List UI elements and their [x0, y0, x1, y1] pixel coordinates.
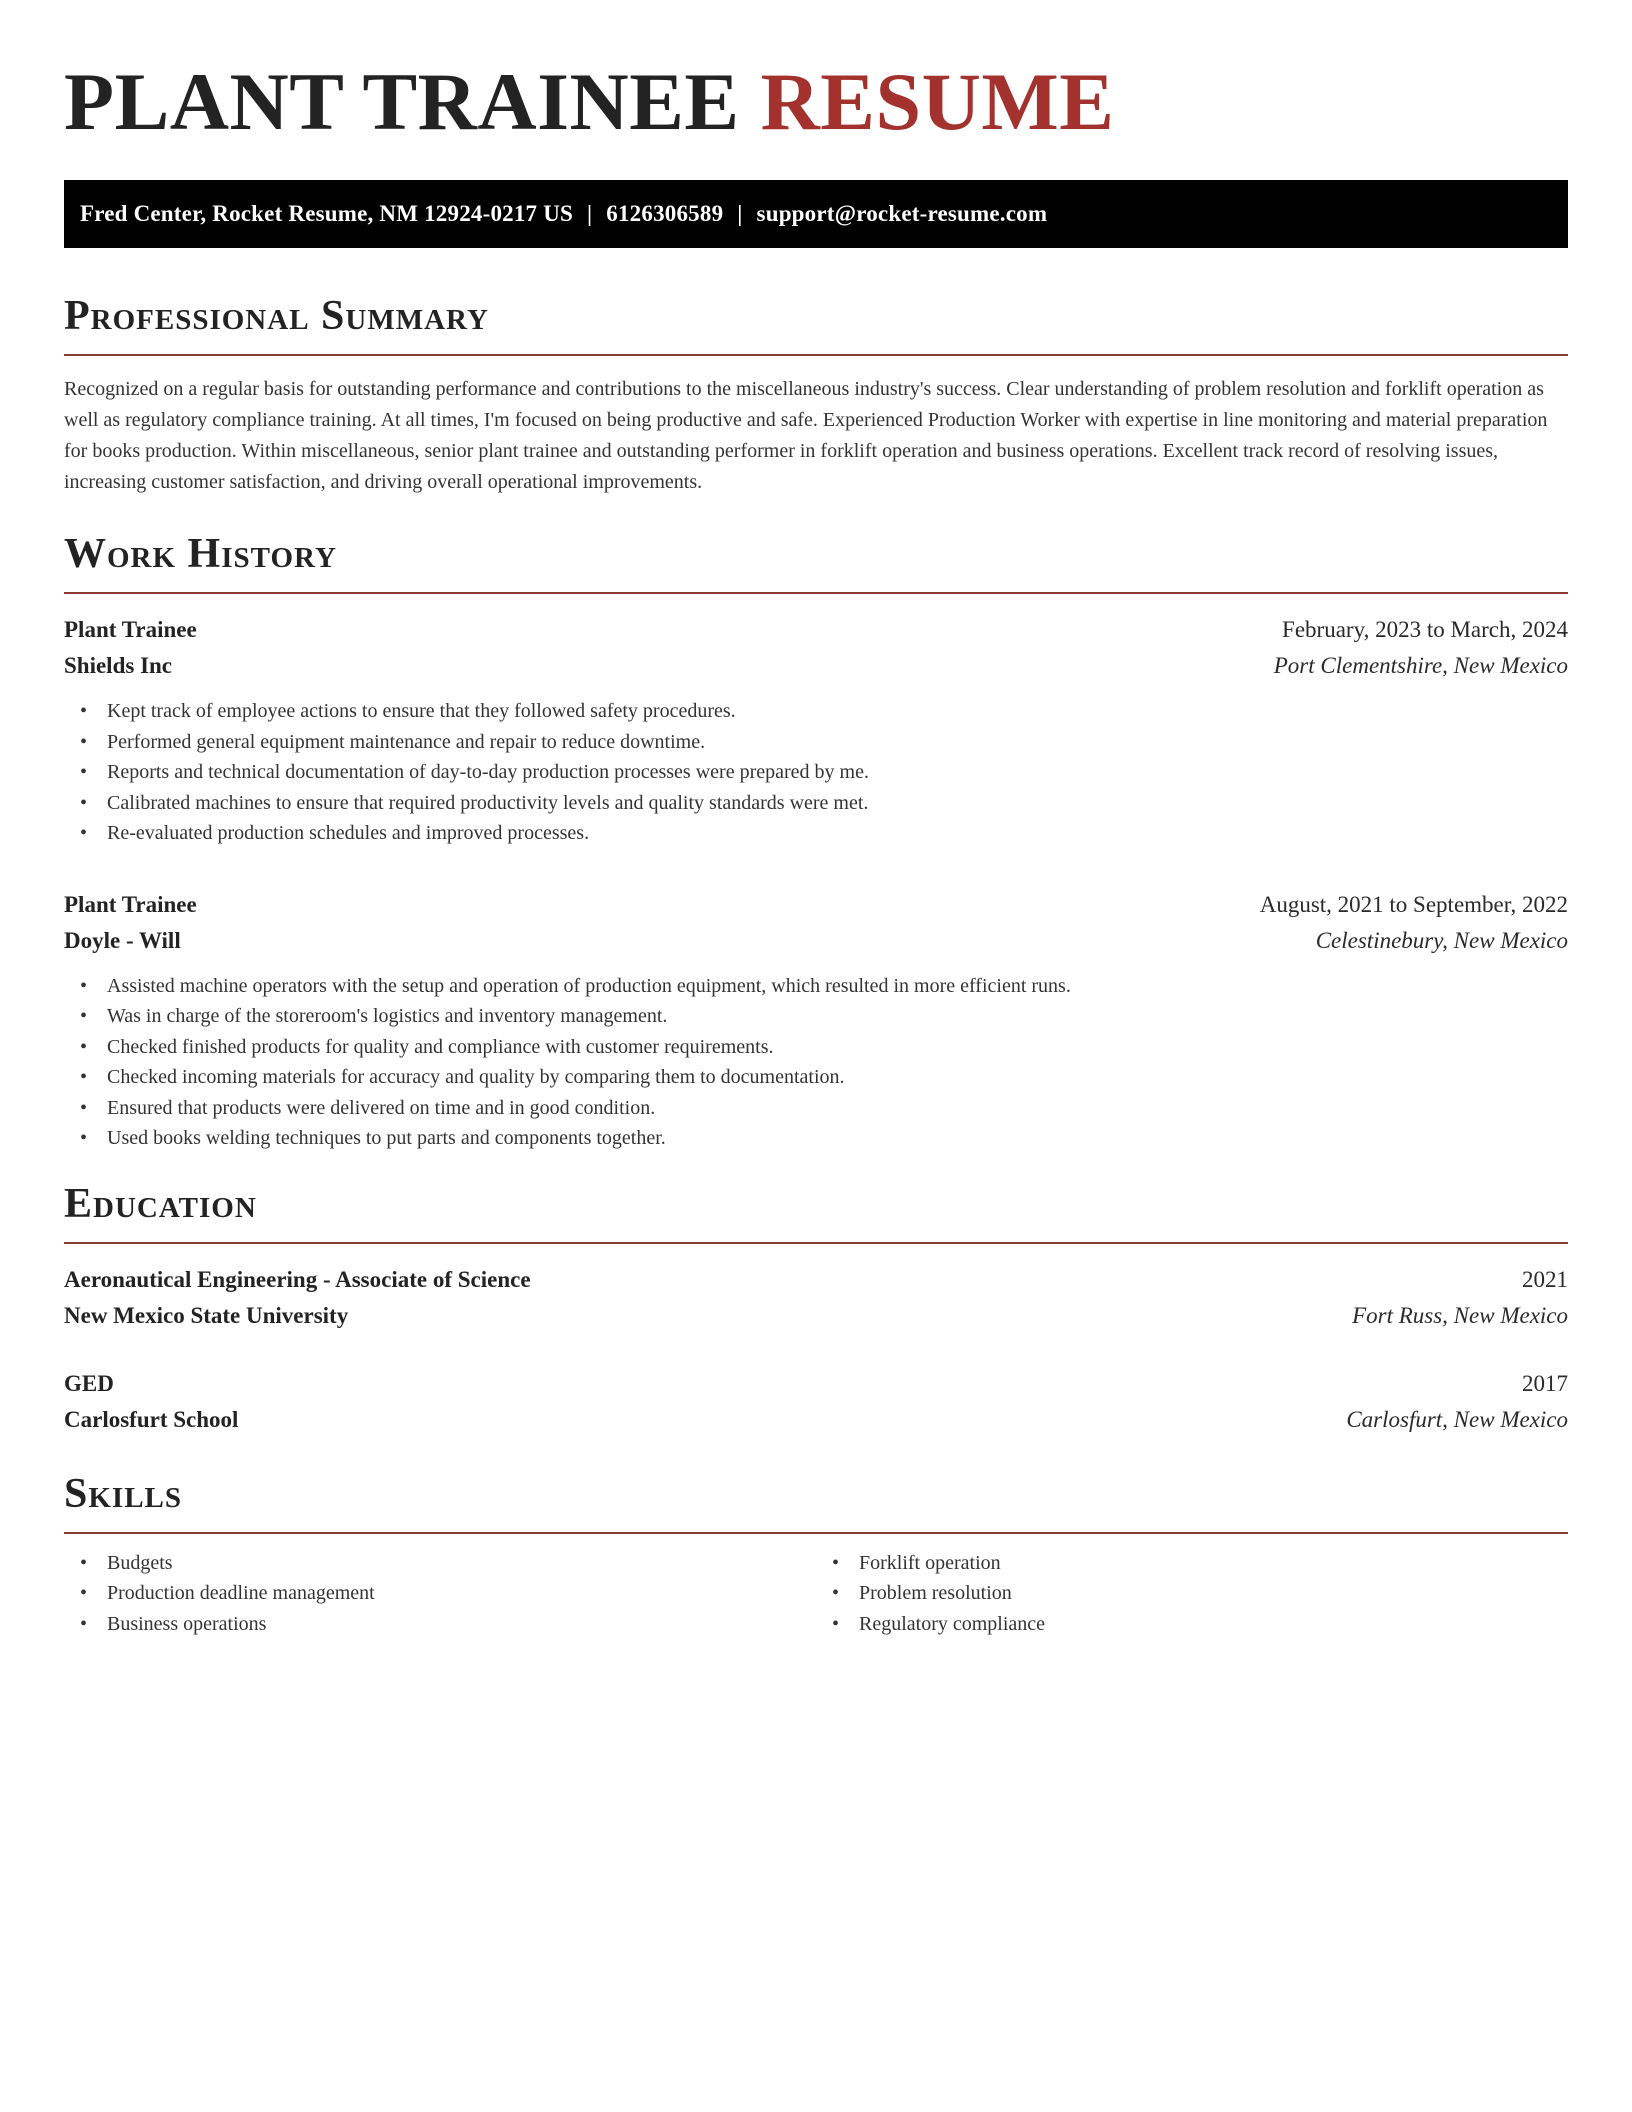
education-entry	[64, 1262, 1568, 1334]
job-bullet: • Checked incoming materials for accuracy and quality by comparing them to documentation.	[107, 1062, 1568, 1093]
job-bullet: • Re-evaluated production schedules and improved processes.	[107, 818, 1568, 849]
education-section	[64, 1178, 1568, 1438]
summary-section	[64, 290, 1568, 498]
contact-address: Fred Center, Rocket Resume, NM 12924-0217 US	[80, 201, 574, 226]
job-title-row	[64, 887, 1568, 923]
job-bullet: • Assisted machine operators with the setup and operation of production equipment, which resulted in more efficient runs.	[107, 971, 1568, 1002]
skills-column-left	[64, 1548, 816, 1640]
school-location: Fort Russ, New Mexico	[1352, 1302, 1568, 1328]
school-name: New Mexico State University	[64, 1302, 349, 1328]
education-entry	[64, 1366, 1568, 1438]
school-name: Carlosfurt School	[64, 1406, 239, 1432]
job-entry	[64, 612, 1568, 849]
job-bullet: • Kept track of employee actions to ensure that they followed safety procedures.	[107, 696, 1568, 727]
skills-section	[64, 1468, 1568, 1640]
job-company: Doyle - Will	[64, 927, 181, 953]
summary-heading: Professional Summary	[64, 290, 1568, 356]
education-heading: Education	[64, 1178, 1568, 1244]
job-bullet: • Reports and technical documentation of day-to-day production processes were prepared by me.	[107, 757, 1568, 788]
job-bullet: • Ensured that products were delivered on time and in good condition.	[107, 1093, 1568, 1124]
skill-item: • Problem resolution	[859, 1578, 1568, 1609]
school-row	[64, 1298, 1568, 1334]
job-location: Celestinebury, New Mexico	[1315, 927, 1568, 953]
job-location: Port Clementshire, New Mexico	[1273, 653, 1568, 678]
summary-text: Recognized on a regular basis for outstanding performance and contributions to the miscellaneous industry's success. Clear understanding of problem resolution and forklift operation as well as regulatory compliance training. At all times, I'm focused on being productive and safe. Experienced Production Worker with expertise in line monitoring and material preparation for books production. Within miscellaneous, senior plant trainee and outstanding performer in forklift operation and business operations. Excellent track record of resolving issues, increasing customer satisfaction, and driving overall operational improvements.	[64, 378, 1548, 493]
job-bullet: • Performed general equipment maintenance and repair to reduce downtime.	[107, 727, 1568, 758]
work-history-heading: Work History	[64, 528, 1568, 594]
skill-item: • Budgets	[107, 1548, 816, 1579]
resume-title	[64, 52, 1568, 152]
job-bullet: • Was in charge of the storeroom's logistics and inventory management.	[107, 1001, 1568, 1032]
skill-item: • Regulatory compliance	[859, 1609, 1568, 1640]
degree-row	[64, 1262, 1568, 1298]
skill-item: • Business operations	[107, 1609, 816, 1640]
contact-email: support@rocket-resume.com	[756, 201, 1048, 226]
contact-separator: |	[737, 201, 743, 226]
job-entry	[64, 887, 1568, 1154]
skill-item: • Production deadline management	[107, 1578, 816, 1609]
job-bullets	[64, 696, 1568, 849]
contact-bar	[64, 180, 1568, 248]
degree-name: Aeronautical Engineering - Associate of Science	[64, 1266, 531, 1292]
job-dates: February, 2023 to March, 2024	[1282, 617, 1568, 642]
school-row	[64, 1402, 1568, 1438]
job-title: Plant Trainee	[64, 617, 197, 642]
job-company-row	[64, 923, 1568, 959]
job-bullet: • Calibrated machines to ensure that required productivity levels and quality standards were met.	[107, 788, 1568, 819]
job-dates: August, 2021 to September, 2022	[1259, 891, 1568, 917]
title-accent: RESUME	[760, 56, 1115, 147]
contact-separator: |	[587, 201, 593, 226]
work-history-section	[64, 528, 1568, 1154]
job-bullet: • Used books welding techniques to put parts and components together.	[107, 1123, 1568, 1154]
skills-heading: Skills	[64, 1468, 1568, 1534]
degree-year: 2017	[1522, 1370, 1568, 1396]
skills-grid	[64, 1548, 1568, 1640]
job-title-row	[64, 612, 1568, 648]
degree-row	[64, 1366, 1568, 1402]
job-bullets	[64, 971, 1568, 1154]
job-company-row	[64, 648, 1568, 684]
skill-item: • Forklift operation	[859, 1548, 1568, 1579]
job-company: Shields Inc	[64, 653, 173, 678]
skills-column-right	[816, 1548, 1568, 1640]
degree-name: GED	[64, 1370, 114, 1396]
job-title: Plant Trainee	[64, 891, 197, 917]
contact-phone: 6126306589	[606, 201, 724, 226]
school-location: Carlosfurt, New Mexico	[1346, 1406, 1568, 1432]
degree-year: 2021	[1522, 1266, 1568, 1292]
title-main: PLANT TRAINEE	[64, 56, 740, 147]
job-bullet: • Checked finished products for quality and compliance with customer requirements.	[107, 1032, 1568, 1063]
